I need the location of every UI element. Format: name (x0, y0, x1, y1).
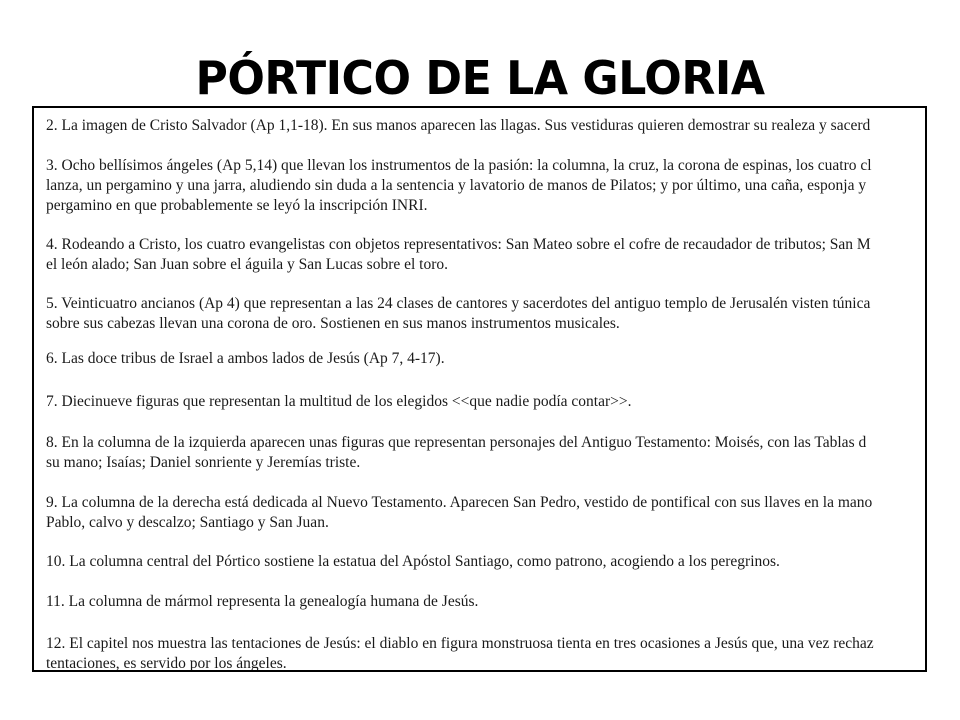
text-line: 4. Rodeando a Cristo, los cuatro evangelistas con objetos representativos: San Mateo sobre el cofre de recaudador de tributos; San M (46, 236, 871, 253)
list-item (46, 592, 925, 612)
list-item (46, 156, 925, 216)
text-line: 2. La imagen de Cristo Salvador (Ap 1,1-18). En sus manos aparecen las llagas. Sus vestiduras quieren demostrar su realeza y sacerd (46, 117, 871, 134)
scanned-text-panel (32, 106, 927, 672)
text-line: 8. En la columna de la izquierda aparecen unas figuras que representan personajes del Antiguo Testamento: Moisés, con las Tablas d (46, 434, 867, 451)
text-line: 6. Las doce tribus de Israel a ambos lados de Jesús (Ap 7, 4-17). (46, 350, 445, 367)
text-line: 5. Veinticuatro ancianos (Ap 4) que representan a las 24 clases de cantores y sacerdotes del antiguo templo de Jerusalén visten túnica (46, 295, 871, 312)
text-line: 11. La columna de mármol representa la genealogía humana de Jesús. (46, 593, 479, 610)
list-item (46, 552, 925, 572)
list-item (46, 235, 925, 275)
list-item (46, 116, 925, 136)
list-item (46, 433, 925, 473)
list-item (46, 493, 925, 533)
text-line: sobre sus cabezas llevan una corona de oro. Sostienen en sus manos instrumentos musicales. (46, 315, 620, 332)
page-title: PÓRTICO DE LA GLORIA (195, 51, 765, 105)
list-item (46, 349, 925, 369)
text-line: 7. Diecinueve figuras que representan la multitud de los elegidos <<que nadie podía contar>>. (46, 393, 632, 410)
text-line: tentaciones, es servido por los ángeles. (46, 655, 287, 672)
text-line: su mano; Isaías; Daniel sonriente y Jeremías triste. (46, 454, 361, 471)
list-item (46, 634, 925, 672)
text-line: 9. La columna de la derecha está dedicada al Nuevo Testamento. Aparecen San Pedro, vestido de pontifical con sus llaves en la mano (46, 494, 873, 511)
text-line: Pablo, calvo y descalzo; Santiago y San Juan. (46, 514, 329, 531)
list-item (46, 392, 925, 412)
text-line: lanza, un pergamino y una jarra, aludiendo sin duda a la sentencia y lavatorio de manos de Pilatos; y por último, una caña, esponja y (46, 177, 867, 194)
text-line: 12. El capitel nos muestra las tentaciones de Jesús: el diablo en figura monstruosa tienta en tres ocasiones a Jesús que, una vez rechaz (46, 635, 874, 652)
text-line: 10. La columna central del Pórtico sostiene la estatua del Apóstol Santiago, como patrono, acogiendo a los peregrinos. (46, 553, 780, 570)
text-line: el león alado; San Juan sobre el águila y San Lucas sobre el toro. (46, 256, 449, 273)
list-item (46, 294, 925, 334)
text-line: 3. Ocho bellísimos ángeles (Ap 5,14) que llevan los instrumentos de la pasión: la columna, la cruz, la corona de espinas, los cuatro cl (46, 157, 872, 174)
text-line: pergamino en que probablemente se leyó la inscripción INRI. (46, 197, 428, 214)
